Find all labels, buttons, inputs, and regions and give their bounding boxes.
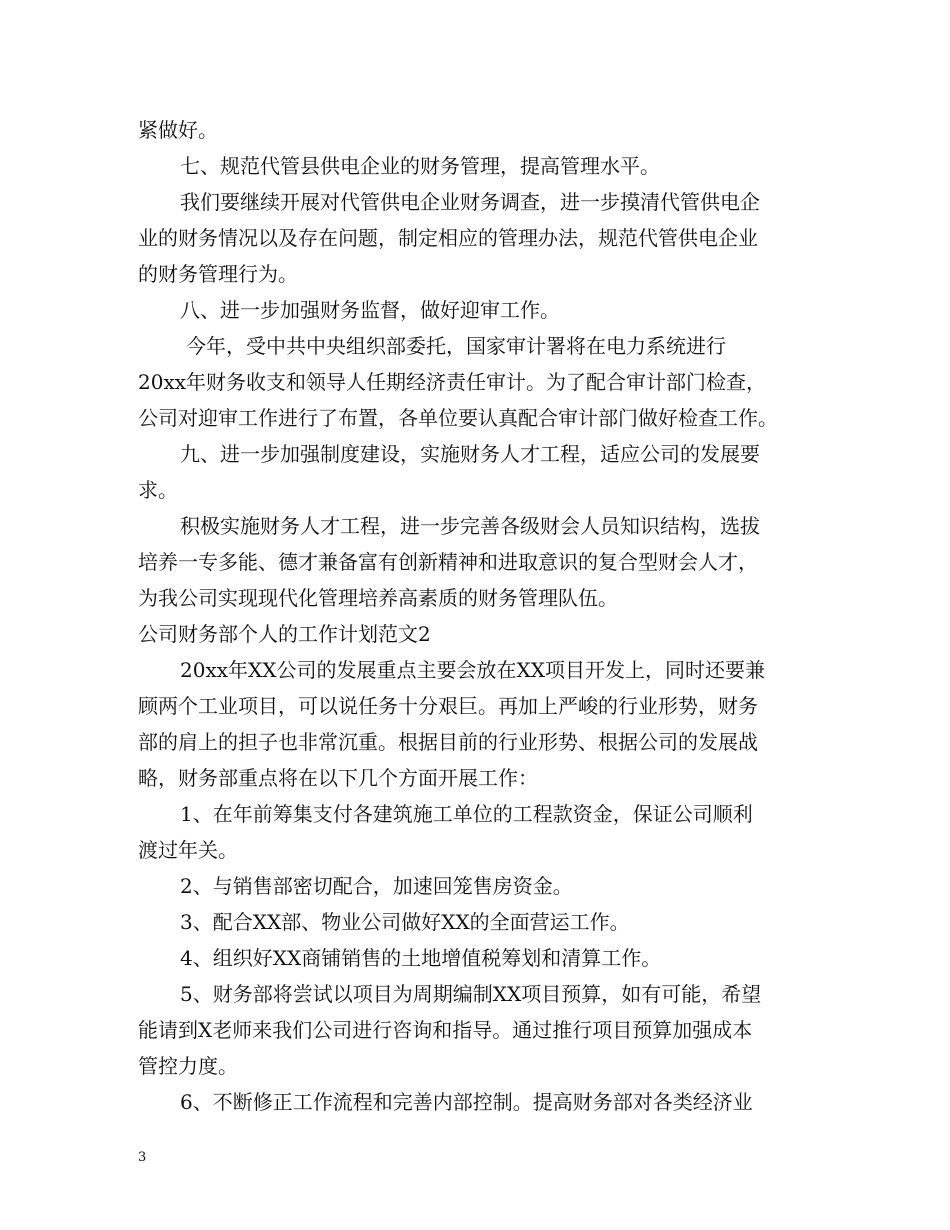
paragraph-line: 顾两个工业项目，可以说任务十分艰巨。再加上严峻的行业形势，财务 <box>138 694 758 718</box>
page-number: 3 <box>138 1150 147 1165</box>
paragraph-line: 部的肩上的担子也非常沉重。根据目前的行业形势、根据公司的发展战 <box>138 730 758 754</box>
list-item: 5、财务部将尝试以项目为周期编制XX项目预算，如有可能，希望 <box>180 982 762 1006</box>
list-item: 2、与销售部密切配合，加速回笼售房资金。 <box>180 874 573 898</box>
list-item: 1、在年前筹集支付各建筑施工单位的工程款资金，保证公司顺利 <box>180 802 753 826</box>
paragraph-line: 紧做好。 <box>138 118 218 142</box>
paragraph-line: 求。 <box>138 478 178 502</box>
paragraph-line: 的财务管理行为。 <box>138 262 298 286</box>
section-heading-7: 七、规范代管县供电企业的财务管理，提高管理水平。 <box>180 154 660 178</box>
section-heading-9: 九、进一步加强制度建设，实施财务人才工程，适应公司的发展要 <box>180 442 760 466</box>
paragraph-line: 略，财务部重点将在以下几个方面开展工作： <box>138 766 538 790</box>
paragraph-line: 我们要继续开展对代管供电企业财务调查，进一步摸清代管供电企 <box>180 190 760 214</box>
list-item: 6、不断修正工作流程和完善内部控制。提高财务部对各类经济业 <box>180 1090 753 1114</box>
list-item-continuation: 能请到X老师来我们公司进行咨询和指导。通过推行项目预算加强成本 <box>138 1018 753 1042</box>
paragraph-line: 20xx年XX公司的发展重点主要会放在XX项目开发上，同时还要兼 <box>180 658 765 682</box>
paragraph-line: 20xx年财务收支和领导人任期经济责任审计。为了配合审计部门检查， <box>138 370 767 394</box>
article-title: 公司财务部个人的工作计划范文2 <box>138 622 431 646</box>
paragraph-line: 公司对迎审工作进行了布置，各单位要认真配合审计部门做好检查工作。 <box>138 406 778 430</box>
list-item-continuation: 渡过年关。 <box>138 838 238 862</box>
paragraph-line: 业的财务情况以及存在问题，制定相应的管理办法，规范代管供电企业 <box>138 226 758 250</box>
section-heading-8: 八、进一步加强财务监督，做好迎审工作。 <box>180 298 560 322</box>
paragraph-line: 积极实施财务人才工程，进一步完善各级财会人员知识结构，选拔 <box>180 514 760 538</box>
paragraph-line: 培养一专多能、德才兼备富有创新精神和进取意识的复合型财会人才， <box>138 550 758 574</box>
paragraph-line: 为我公司实现现代化管理培养高素质的财务管理队伍。 <box>138 586 618 610</box>
list-item: 3、配合XX部、物业公司做好XX的全面营运工作。 <box>180 910 630 934</box>
paragraph-line: 今年，受中共中央组织部委托，国家审计署将在电力系统进行 <box>186 334 726 358</box>
list-item: 4、组织好XX商铺销售的土地增值税筹划和清算工作。 <box>180 946 662 970</box>
list-item-continuation: 管控力度。 <box>138 1054 238 1078</box>
